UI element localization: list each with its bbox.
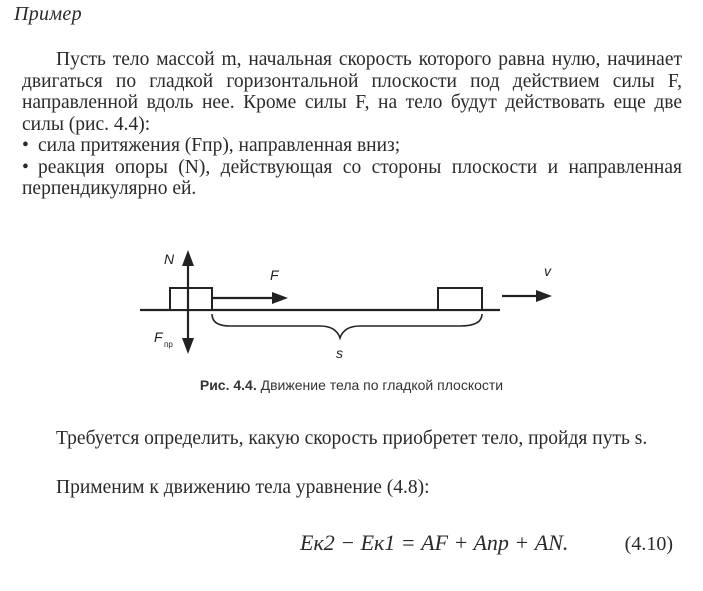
label-normal: N [164,251,175,267]
distance-brace [212,314,482,338]
caption-text: Движение тела по гладкой плоскости [260,377,504,393]
normal-arrowhead-icon [182,250,194,266]
bullet-gravity: сила притяжения (Fпр), направленная вниз; [38,135,401,156]
intro-text: Пусть тело массой m, начальная скорость которого равна нулю, начинает двигаться по гладкой горизонтальной плоскости под действием силы F, направленной вдоль нее. Кроме силы F, на тело будут действовать еще две силы (рис. 4.4): [22,49,682,135]
task-paragraph [22,428,682,450]
example-heading: Пример [14,3,82,25]
figure-diagram [140,246,560,374]
applied-force-arrowhead-icon [272,292,288,304]
intro-paragraph [22,49,682,200]
velocity-arrowhead-icon [536,290,552,302]
gravity-arrowhead-icon [182,338,194,354]
equation-number: (4.10) [624,533,673,555]
figure-caption [0,377,703,393]
label-force: F [270,267,279,283]
equation: Eк2 − Eк1 = AF + Aпр + AN. [300,530,569,555]
label-velocity: v [544,263,551,279]
bullet-icon: • [22,156,29,178]
apply-paragraph [22,477,682,499]
label-gravity: F [154,329,163,345]
block-start [170,288,212,310]
caption-number: Рис. 4.4. [199,377,257,393]
task-text: Требуется определить, какую скорость приобретет тело, пройдя путь s. [56,428,648,449]
apply-text: Применим к движению тела уравнение (4.8): [56,477,430,498]
bullet-normal: реакция опоры (N), действующая со стороны плоскости и направленная перпендикулярно ей. [22,156,682,199]
diagram-svg [140,246,560,374]
label-gravity-sub: пр [164,340,173,349]
block-end [438,288,482,310]
label-distance: s [336,345,343,361]
bullet-icon: • [22,135,29,156]
